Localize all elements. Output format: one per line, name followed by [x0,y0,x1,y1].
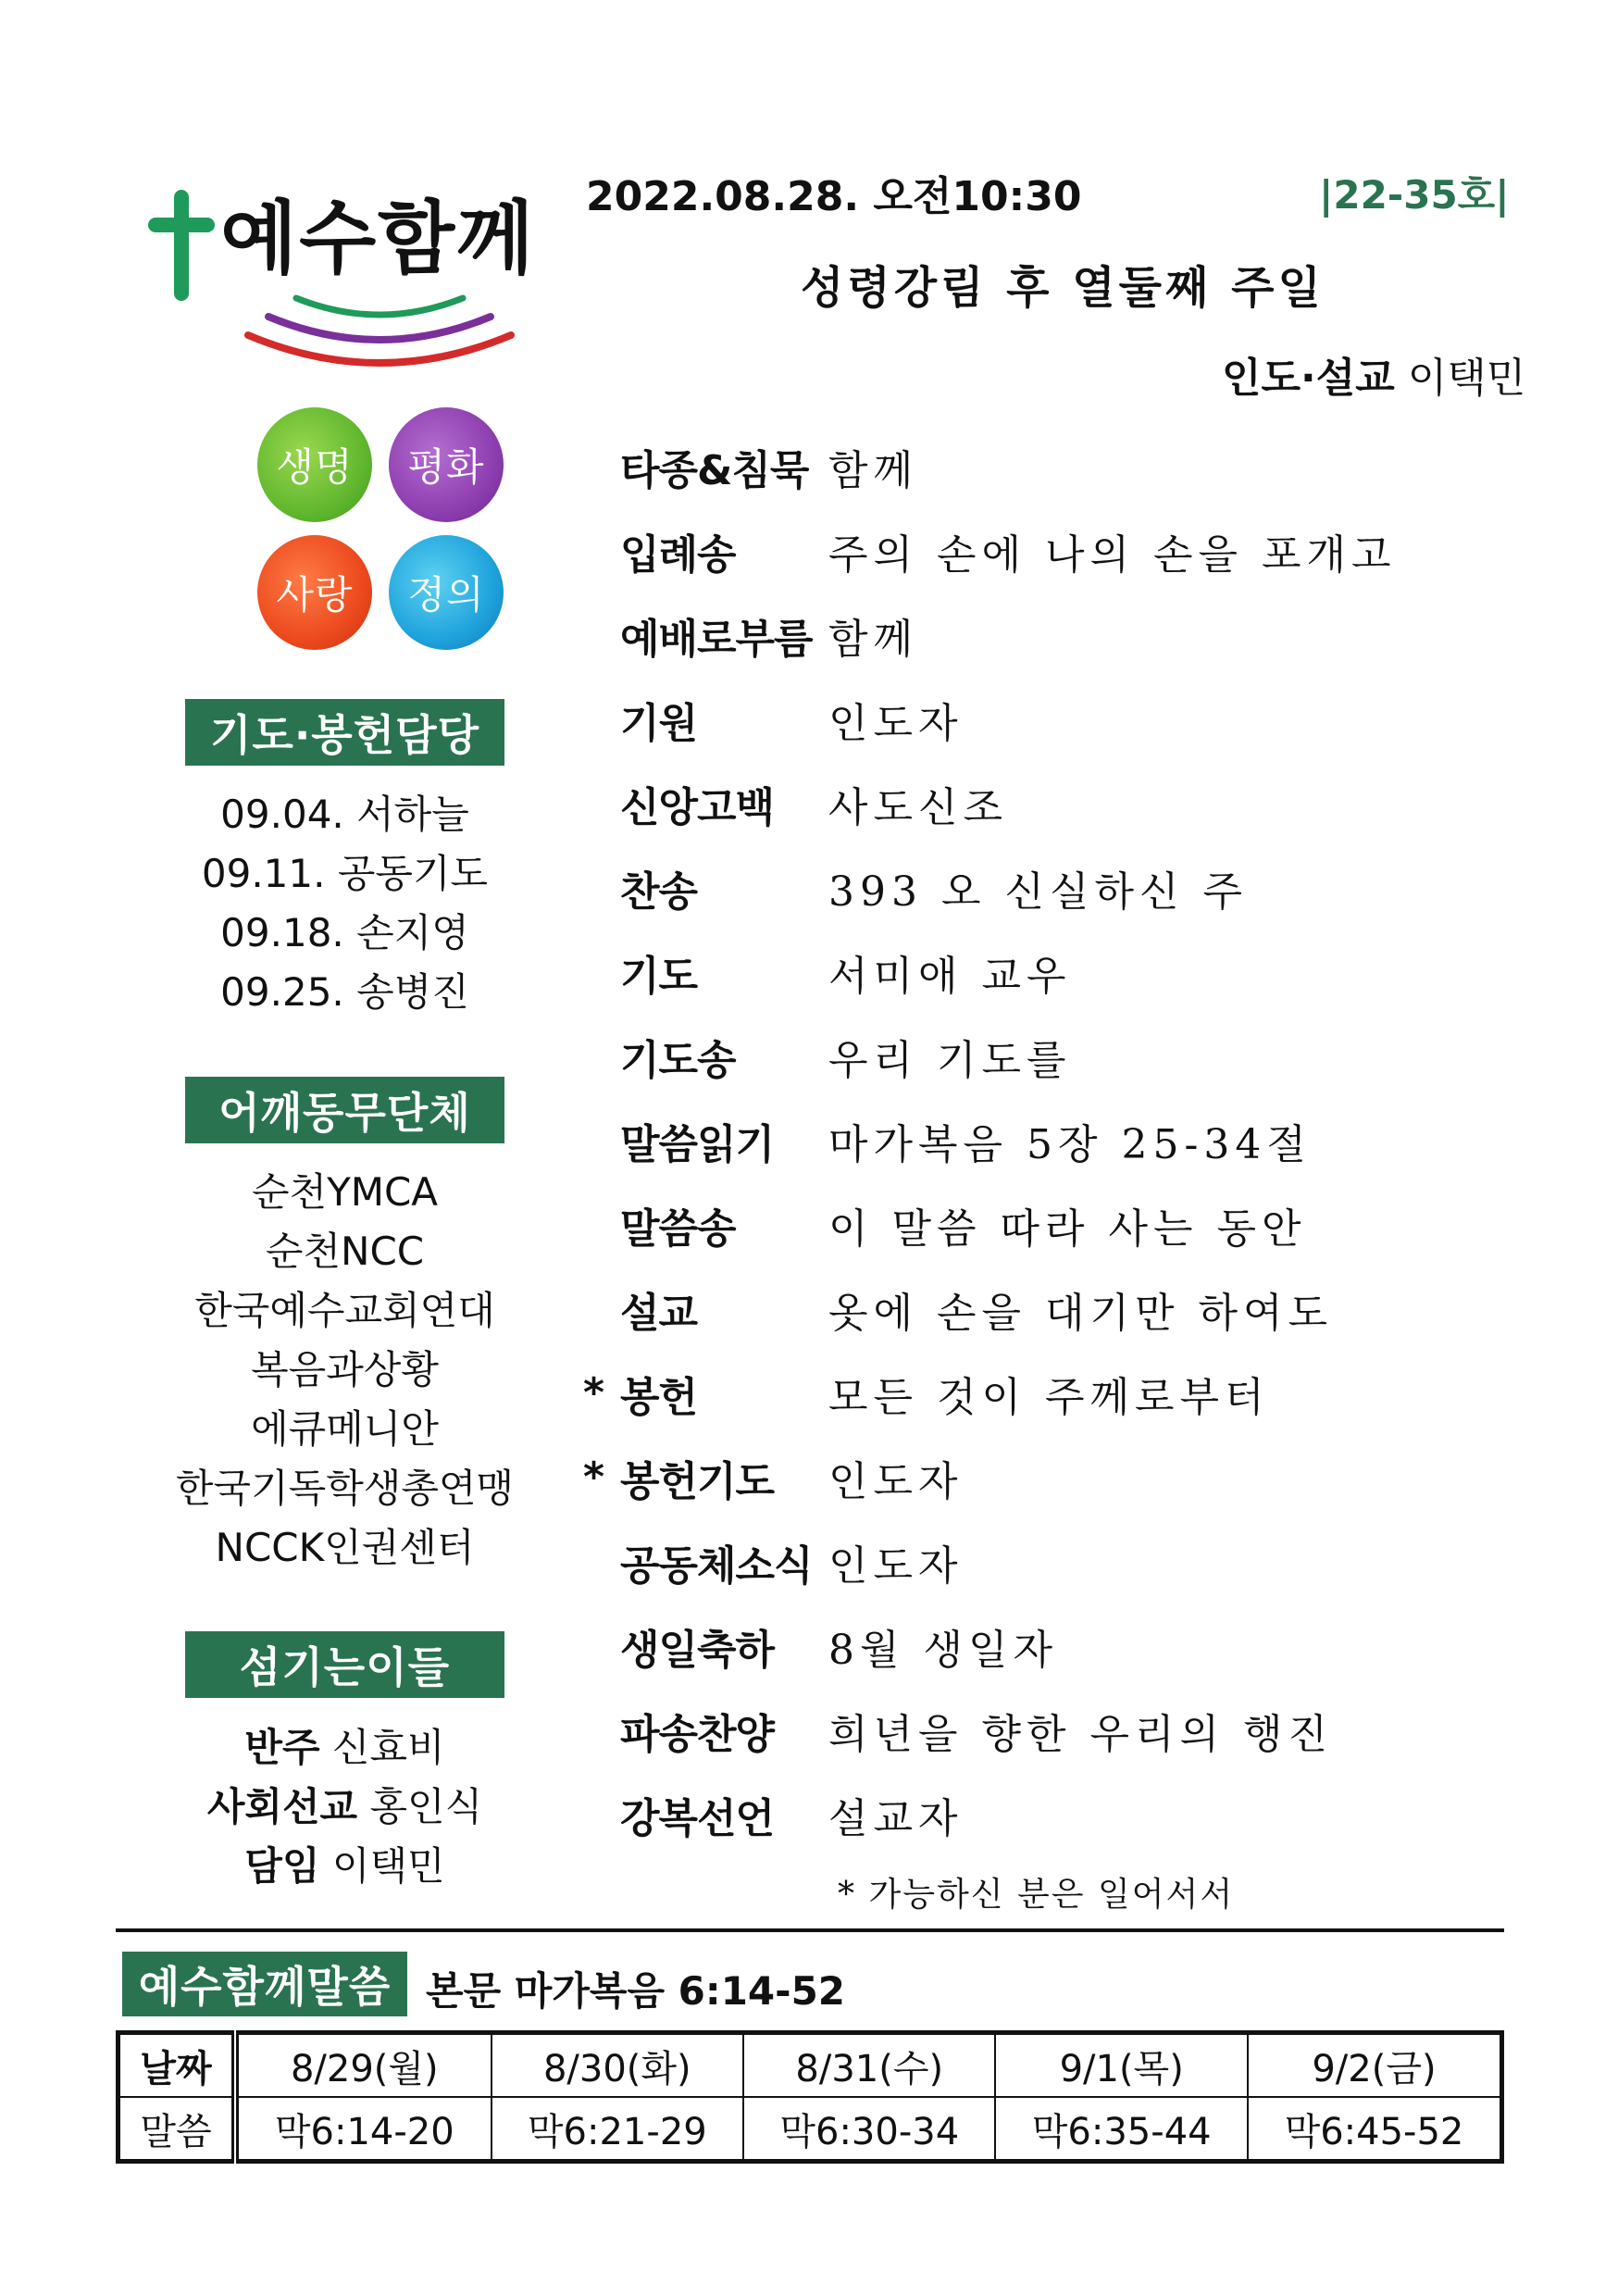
order-item-value: 서미애 교우 [828,952,1072,1000]
list-item: 한국예수교회연대 [194,1288,495,1333]
preacher-line [1222,344,1525,404]
order-row [583,1603,1509,1688]
order-row [583,845,1509,930]
list-item: 한국기독학생총연맹 [175,1466,515,1511]
order-item-name: 기도 [620,952,698,1000]
list-item: 09.11. 공동기도 [201,851,489,896]
order-row [583,593,1509,677]
order-row [583,1688,1509,1772]
order-item-value: 모든 것이 주께로부터 [828,1373,1270,1421]
order-row [583,424,1509,508]
badge-justice: 정의 [389,535,504,650]
order-of-worship [583,424,1509,1856]
list-item: 순천NCC [265,1229,425,1274]
order-item-name: 신앙고백 [620,783,775,831]
bible-text: 본문 마가복음 6:14-52 [426,1968,846,2014]
order-item-name: 봉헌 [620,1373,698,1421]
partners-heading: 어깨동무단체 [185,1077,504,1143]
order-item-name: 기도송 [620,1036,736,1084]
list-item [148,1837,541,1896]
standing-mark: * [583,1369,605,1416]
order-item-value: 마가복음 5장 25-34절 [828,1120,1312,1168]
order-item-name: 말씀송 [620,1204,736,1253]
table-row [118,2097,1502,2162]
order-row [583,1772,1509,1856]
table-cell: 막6:21-29 [492,2097,743,2162]
table-cell: 막6:35-44 [995,2097,1247,2162]
order-item-name: 봉헌기도 [620,1457,775,1505]
list-item: 순천YMCA [251,1169,439,1215]
order-row [583,1435,1509,1519]
prayer-duty-heading: 기도·봉헌담당 [185,699,504,766]
table-cell: 9/2(금) [1248,2033,1502,2098]
order-row [583,1182,1509,1267]
cross-icon [148,190,215,301]
order-item-value: 함께 [828,615,919,663]
servant-role: 반주 [244,1725,320,1770]
order-item-value: 옷에 손을 대기만 하여도 [828,1289,1333,1337]
order-row [583,1014,1509,1098]
list-item: 복음과상황 [251,1347,439,1392]
order-row [583,1267,1509,1351]
rainbow-arcs-icon [241,287,518,375]
order-item-value: 8월 생일자 [828,1626,1058,1674]
order-item-name: 강복선언 [620,1794,775,1842]
sunday-title: 성령강림 후 열둘째 주일 [801,262,1325,314]
list-item: 에큐메니안 [251,1406,439,1452]
list-item [148,1718,541,1778]
order-item-value: 희년을 향한 우리의 행진 [828,1710,1333,1758]
table-cell: 8/31(수) [743,2033,995,2098]
list-item: NCCK인권센터 [215,1525,475,1570]
order-item-value: 인도자 [828,699,964,747]
table-cell: 막6:30-34 [743,2097,995,2162]
badge-peace: 평화 [389,407,504,522]
order-item-name: 생일축하 [620,1626,775,1674]
order-row [583,508,1509,593]
order-item-value: 인도자 [828,1457,964,1505]
service-date: 2022.08.28. 오전10:30 [586,173,1082,220]
order-item-value: 설교자 [828,1794,964,1842]
servants-list [148,1718,541,1896]
order-row [583,1351,1509,1435]
logo-text: 예수함께 [220,193,536,285]
order-item-name: 파송찬양 [620,1710,775,1758]
table-cell: 막6:45-52 [1248,2097,1502,2162]
order-row [583,677,1509,761]
table-cell: 막6:14-20 [235,2097,492,2162]
word-label: 말씀 [118,2097,236,2162]
partners-list [148,1163,541,1578]
table-cell: 8/30(화) [492,2033,743,2098]
list-item: 09.25. 송병진 [220,969,469,1015]
preacher-name: 이택민 [1407,355,1526,402]
servant-name: 이택민 [331,1843,445,1889]
standing-mark: * [583,1454,605,1501]
order-row [583,761,1509,845]
date-label: 날짜 [118,2033,236,2098]
servant-name: 신효비 [331,1725,445,1770]
order-item-value: 우리 기도를 [828,1036,1072,1084]
divider [116,1928,1504,1932]
issue-number: |22-35호| [1319,172,1510,218]
servants-heading: 섬기는이들 [185,1631,504,1698]
servant-role: 담임 [244,1843,320,1889]
order-item-name: 입례송 [620,530,736,579]
table-cell: 8/29(월) [235,2033,492,2098]
order-row [583,1098,1509,1182]
servant-name: 홍인식 [369,1784,483,1829]
prayer-duty-list [148,785,541,1022]
standing-note: * 가능하신 분은 일어서서 [838,1876,1235,1914]
table-cell: 9/1(목) [995,2033,1247,2098]
order-item-value: 인도자 [828,1541,964,1590]
reading-plan-table [116,2030,1504,2164]
servant-role: 사회선교 [206,1784,358,1829]
order-item-name: 기원 [620,699,698,747]
order-item-name: 찬송 [620,867,698,916]
order-item-value: 사도신조 [828,783,1009,831]
order-item-value: 함께 [828,446,919,494]
order-item-value: 393 오 신실하신 주 [828,867,1248,916]
order-item-name: 예배로부름 [620,615,813,663]
order-item-name: 타종&침묵 [620,446,809,494]
list-item: 09.04. 서하늘 [220,792,469,837]
order-item-name: 설교 [620,1289,698,1337]
logo [148,181,537,375]
list-item: 09.18. 손지영 [220,910,469,955]
list-item [148,1778,541,1837]
order-row [583,1519,1509,1603]
order-item-value: 이 말씀 따라 사는 동안 [828,1204,1307,1253]
table-row [118,2033,1502,2098]
badge-love: 사랑 [257,535,372,650]
order-item-value: 주의 손에 나의 손을 포개고 [828,530,1397,579]
preacher-role: 인도·설교 [1222,355,1395,402]
order-item-name: 말씀읽기 [620,1120,775,1168]
bible-heading: 예수함께말씀 [122,1952,407,2016]
order-row [583,930,1509,1014]
order-item-name: 공동체소식 [620,1541,813,1590]
badge-life: 생명 [257,407,372,522]
